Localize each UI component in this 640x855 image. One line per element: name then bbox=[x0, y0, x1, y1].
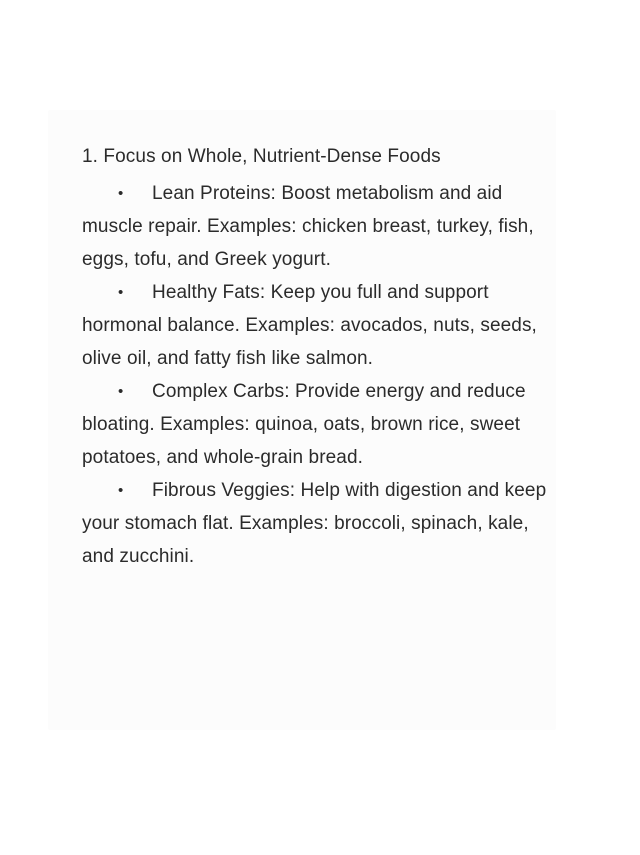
list-item bbox=[82, 375, 552, 474]
list-item-term: Healthy Fats: bbox=[152, 282, 266, 303]
bullet-icon: • bbox=[118, 482, 124, 499]
bullet-icon: • bbox=[118, 284, 124, 301]
bullet-icon: • bbox=[118, 185, 124, 202]
list-item-term: Complex Carbs: bbox=[152, 381, 290, 402]
list-item bbox=[82, 276, 552, 375]
list-item-term: Lean Proteins: bbox=[152, 183, 276, 204]
list-item-text: Boost metabolism and aid muscle repair. Examples: chicken breast, turkey, fish, eggs, tofu, and Greek yogurt. bbox=[82, 183, 534, 270]
list-item-text: Provide energy and reduce bloating. Examples: quinoa, oats, brown rice, sweet potatoes, and whole-grain bread. bbox=[82, 381, 526, 468]
bullet-icon: • bbox=[118, 383, 124, 400]
list-item-text: Keep you full and support hormonal balance. Examples: avocados, nuts, seeds, olive oil, and fatty fish like salmon. bbox=[82, 282, 537, 369]
document-content bbox=[82, 140, 552, 573]
list-item-term: Fibrous Veggies: bbox=[152, 480, 296, 501]
section-heading: 1. Focus on Whole, Nutrient-Dense Foods bbox=[82, 146, 441, 167]
list-item-text: Help with digestion and keep your stomach flat. Examples: broccoli, spinach, kale, and zucchini. bbox=[82, 480, 547, 567]
list-item bbox=[82, 474, 552, 573]
list-item bbox=[82, 177, 552, 276]
